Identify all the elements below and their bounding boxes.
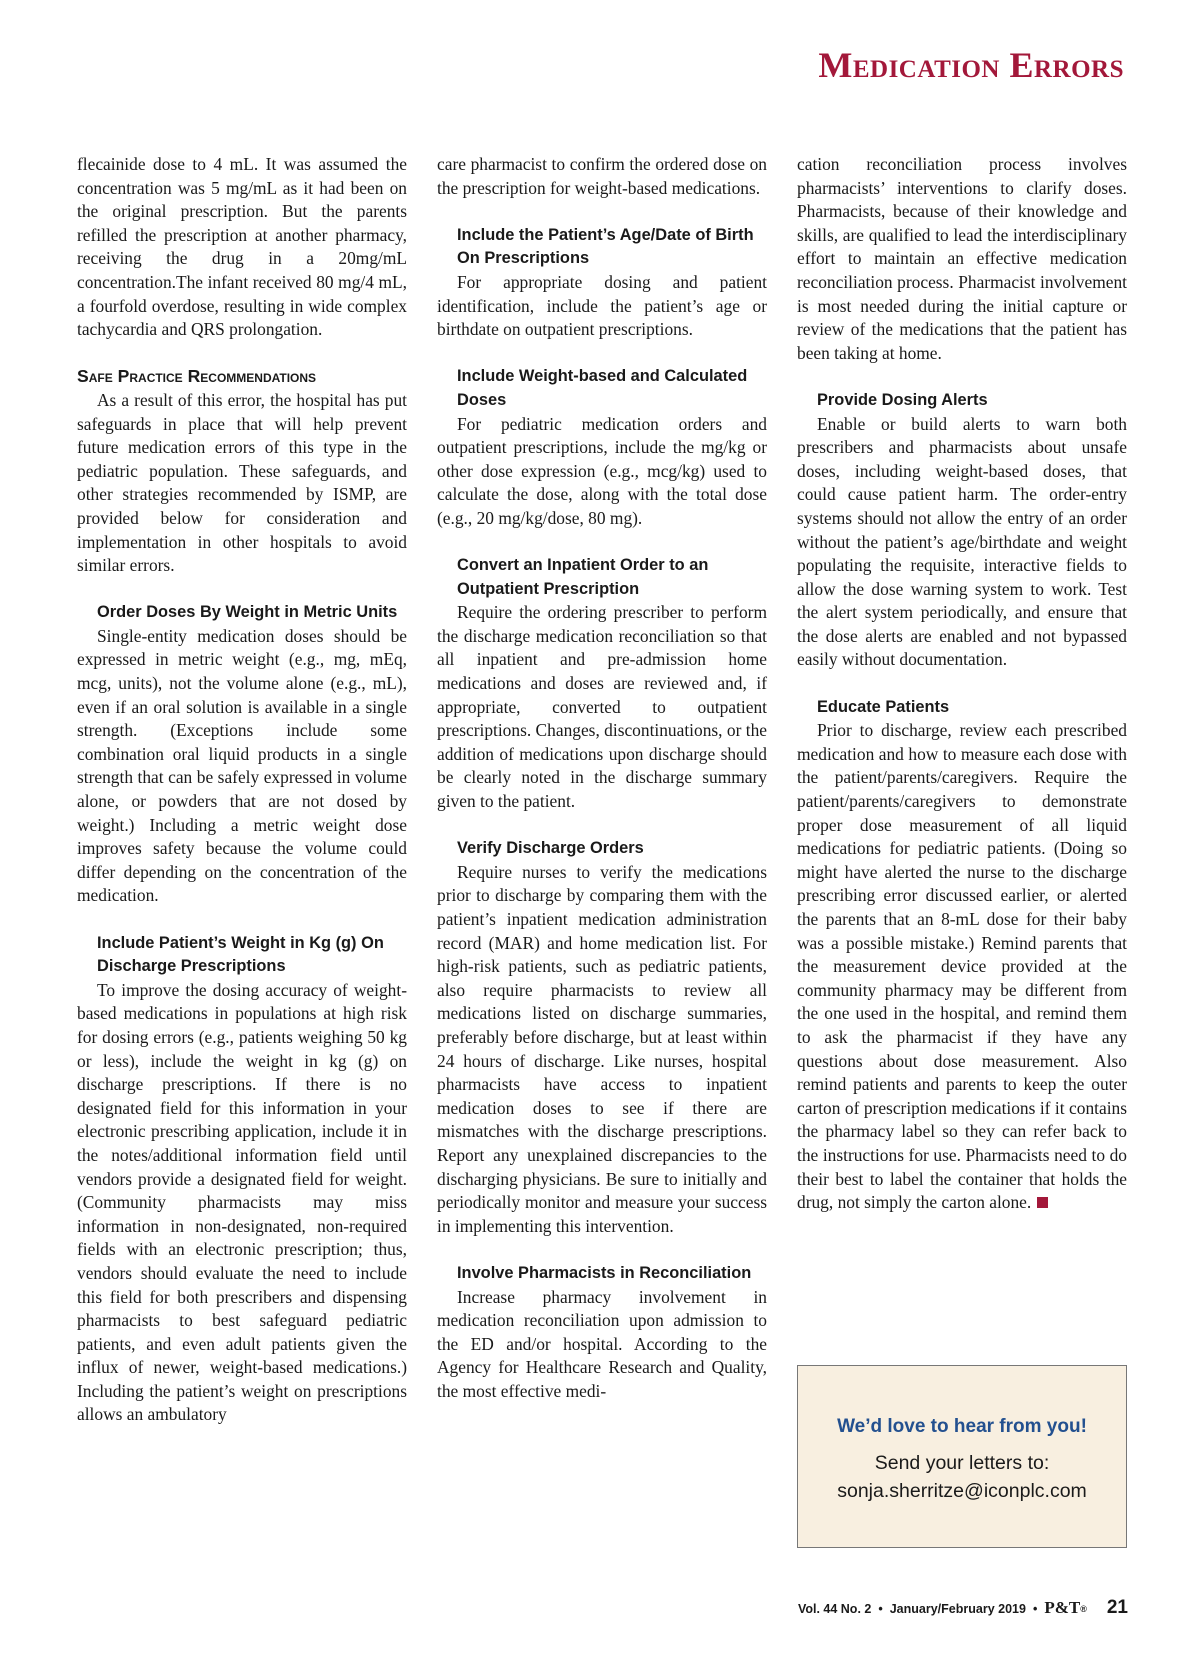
body-paragraph xyxy=(77,153,407,342)
body-paragraph xyxy=(437,601,767,813)
subsection-heading xyxy=(437,365,767,412)
footer-separator: • xyxy=(1032,1602,1038,1616)
text: Involve Pharmacists in Reconciliation xyxy=(457,1263,752,1282)
text: Safe Practice Recommendations xyxy=(77,366,317,387)
callout-heading: We’d love to hear from you! xyxy=(837,1416,1087,1437)
subsection-heading xyxy=(437,1262,767,1286)
text: Verify Discharge Orders xyxy=(457,839,644,858)
text: Provide Dosing Alerts xyxy=(817,390,988,409)
text: Convert an Inpatient Order to an Outpatient Prescription xyxy=(457,556,709,598)
footer-separator: • xyxy=(878,1602,883,1616)
text: Enable or build alerts to warn both prescribers and pharmacists about unsafe doses, including weight-based doses, that could cause patient harm. The order-entry systems should not allow the entry of an order without the patient’s age/birthdate and weight populating the requisite, interactive fields to allow the dose warning system to work. Test the alert system periodically, and ensure that the dose alerts are enabled and not bypassed easily without documentation. xyxy=(797,413,1127,670)
body-paragraph xyxy=(437,271,767,342)
text: Include Patient’s Weight in Kg (g) On Discharge Prescriptions xyxy=(97,933,384,976)
text: For appropriate dosing and patient identification, include the patient’s age or birthdate on outpatient prescriptions. xyxy=(437,271,767,340)
footer-registered-mark: ® xyxy=(1080,1604,1087,1614)
letters-callout-box xyxy=(797,1365,1127,1548)
subsection-heading xyxy=(77,932,407,979)
body-paragraph xyxy=(77,389,407,578)
subsection-heading xyxy=(437,837,767,861)
text: Require the ordering prescriber to perform the discharge medication reconciliation so that all inpatient and pre-admission home medications and doses are reviewed and, if appropriate, converted to outpatient prescriptions. Changes, discontinuations, or the addition of medications upon discharge should be clearly noted in the discharge summary given to the patient. xyxy=(437,602,767,812)
text: Prior to discharge, review each prescribed medication and how to measure each dose with the patient/parents/caregivers. Require the patient/parents/caregivers to demonstrate proper dose measurement of all liquid medications for pediatric patients. (Doing so might have alerted the nurse to the discharge prescribing error discussed earlier, or alerted the parents that an 8-mL dose for their baby was a possible mistake.) Remind parents that the measurement device provided at the community pharmacy may be different from the one used in the hospital, and remind them to ask the pharmacist if they have any questions about dose measurement. Also remind patients and parents to keep the outer carton of prescription medications if it contains the pharmacy label so they can refer back to the instructions for use. Pharmacists need to do their best to label the container that holds the drug, not simply the carton alone. xyxy=(797,720,1127,1213)
text: Include the Patient’s Age/Date of Birth On Prescriptions xyxy=(457,225,754,268)
page-footer xyxy=(798,1597,1128,1619)
text: For pediatric medication orders and outpatient prescriptions, include the mg/kg or other dose expression (e.g., mcg/kg) used to calculate the dose, along with the total dose (e.g., 20 mg/kg/dose, 80 mg). xyxy=(437,413,767,528)
subsection-heading xyxy=(437,224,767,271)
text: Single-entity medication doses should be expressed in metric weight (e.g., mg, mEq, mcg, units), not the volume alone (e.g., mL), even if an oral solution is available in a single strength. (Exceptions include some combination oral liquid products in a single strength that can be safely expressed in volume alone, or powders that are not dosed by weight.) Including a metric weight dose improves safety because the volume could differ depending on the concentration of the medication. xyxy=(77,625,407,906)
body-paragraph xyxy=(437,861,767,1239)
text: Increase pharmacy involvement in medication reconciliation upon admission to the ED and/or hospital. According to the Agency for Healthcare Research and Quality, the most effective medi- xyxy=(437,1286,767,1401)
footer-volume: Vol. 44 No. 2 xyxy=(797,1602,872,1616)
body-paragraph xyxy=(437,1286,767,1404)
body-paragraph xyxy=(437,413,767,531)
text-column-3 xyxy=(797,153,1127,1215)
text: Educate Patients xyxy=(817,697,950,716)
body-paragraph xyxy=(77,979,407,1427)
callout-email[interactable]: sonja.sherritze@iconplc.com xyxy=(837,1480,1087,1502)
section-title: Medication Errors xyxy=(818,45,1124,85)
subsection-heading xyxy=(797,696,1127,720)
section-heading xyxy=(77,365,407,389)
text: care pharmacist to confirm the ordered dose on the prescription for weight-based medications. xyxy=(437,154,767,198)
callout-instruction: Send your letters to: xyxy=(874,1452,1050,1474)
text: cation reconciliation process involves pharmacists’ interventions to clarify doses. Pharmacists, because of their knowledge and skills, are qualified to lead the interdisciplinary effort to maintain an effective medication reconciliation process. Pharmacist involvement is most needed during the initial capture or review of the medications that the patient has been taking at home. xyxy=(797,154,1127,363)
page-number: 21 xyxy=(1106,1597,1128,1618)
subsection-heading xyxy=(797,389,1127,413)
text-column-1 xyxy=(77,153,407,1427)
footer-journal: P&T xyxy=(1044,1598,1081,1617)
text: flecainide dose to 4 mL. It was assumed the concentration was 5 mg/mL as it had been on the original prescription. But the parents refilled the prescription at another pharmacy, receiving the drug in a 20mg/mL concentration.The infant received 80 mg/4 mL, a fourfold overdose, resulting in wide complex tachycardia and QRS prolongation. xyxy=(77,154,407,340)
text: As a result of this error, the hospital has put safeguards in place that will help prevent future medication errors of this type in the pediatric population. These safeguards, and other strategies recommended by ISMP, are provided below for consideration and implementation in other hospitals to avoid similar errors. xyxy=(77,389,407,576)
subsection-heading xyxy=(437,554,767,601)
text: Require nurses to verify the medications prior to discharge by comparing them with the patient’s inpatient medication administration record (MAR) and home medication list. For high-risk patients, such as pediatric patients, also require pharmacists to review all medications listed on discharge summaries, preferably before discharge, but at least within 24 hours of discharge. Like nurses, hospital pharmacists have access to inpatient medication doses to see if there are mismatches with the discharge prescriptions. Report any unexplained discrepancies to the discharging physicians. Be sure to initially and periodically monitor and measure your success in implementing this intervention. xyxy=(437,861,767,1236)
body-paragraph xyxy=(797,153,1127,365)
body-paragraph xyxy=(77,625,407,908)
body-paragraph xyxy=(797,719,1127,1214)
body-paragraph xyxy=(797,413,1127,673)
footer-date: January/February 2019 xyxy=(889,1602,1026,1616)
text: Order Doses By Weight in Metric Units xyxy=(97,603,398,622)
text: To improve the dosing accuracy of weight-based medications in populations at high risk for dosing errors (e.g., patients weighing 50 kg or less), include the weight in kg (g) on discharge prescriptions. If there is no designated field for this information in your electronic prescribing application, include it in the notes/additional information field until vendors provide a designated field for weight. (Community pharmacists may miss information in non-designated, non-required fields with an electronic prescription; thus, vendors should evaluate the need to include this field for both prescribers and dispensing pharmacists to best safeguard pediatric patients, and even adult patients given the influx of newer, weight-based medications.) Including the patient’s weight on prescriptions allows an ambulatory xyxy=(77,979,407,1425)
text: Include Weight-based and Calculated Doses xyxy=(457,367,748,409)
end-of-article-square-icon xyxy=(1037,1197,1048,1208)
subsection-heading xyxy=(77,601,407,625)
body-paragraph xyxy=(437,153,767,200)
text-column-2 xyxy=(437,153,767,1403)
